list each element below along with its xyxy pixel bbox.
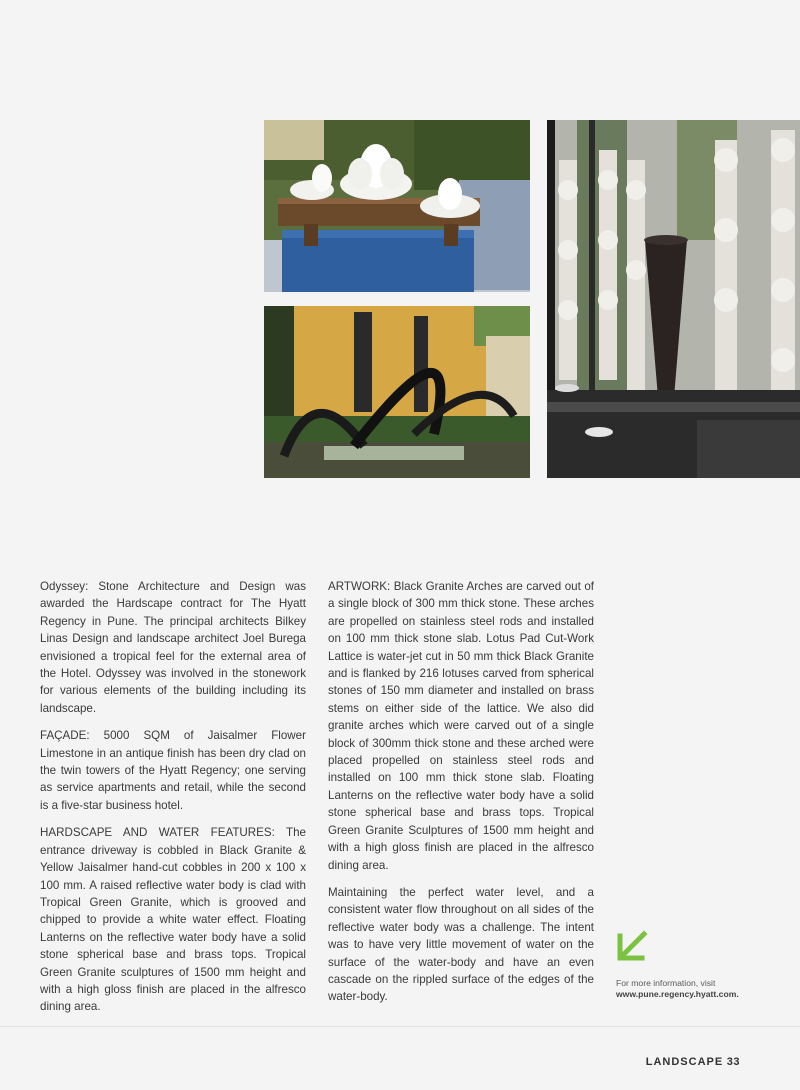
article-paragraph: ARTWORK: Black Granite Arches are carved out of a single block of 300 mm thick stone. These arches are propelled on stainless steel rods and installed on 100 mm thick stone slab. Lotus Pad Cut-Work Lattice is water-jet cut in 50 mm thick Black Granite and is flanked by 216 lotuses carved from spherical stones of 150 mm diameter and installed on brass stems on either side of the lattice. We also did granite arches which were carved out of a single block of 300mm thick stone and these arched were placed propelled on stainless steel rods and installed on 100 mm thick stone slab. Floating Lanterns on the reflective water body have a solid stone spherical base and brass tops. Tropical Green Granite Sculptures of 1500 mm height and with a high gloss finish are placed in the alfresco dining area. bbox=[328, 580, 594, 872]
page-footer bbox=[646, 1056, 740, 1068]
lotus-lattice-photo bbox=[547, 120, 800, 478]
lotus-sculpture-photo bbox=[264, 120, 530, 292]
magazine-name: LANDSCAPE bbox=[645, 1056, 724, 1068]
granite-arches-photo bbox=[264, 306, 530, 478]
article-paragraph: HARDSCAPE AND WATER FEATURES: The entrance driveway is cobbled in Black Granite & Yellow Jaisalmer hand-cut cobbles in 200 x 100 x 100 mm. A raised reflective water body is clad with Tropical Green Granite, which is grooved and chipped to provide a white water effect. Floating Lanterns on the reflective water body have a solid stone spherical base and brass tops. Tropical Green Granite sculptures of 1500 mm height and with a high gloss finish are placed in the alfresco dining area. bbox=[40, 826, 306, 1014]
footer-divider bbox=[0, 1026, 800, 1027]
article-paragraph: FAÇADE: 5000 SQM of Jaisalmer Flower Limestone in an antique finish has been dry clad on the twin towers of the Hyatt Regency; one serving as service apartments and retail, while the second is a five-star business hotel. bbox=[40, 729, 306, 812]
more-info-label: For more information, visit bbox=[616, 978, 716, 988]
page-number: 33 bbox=[726, 1056, 740, 1068]
article-middle-column bbox=[328, 578, 594, 1016]
more-info-note bbox=[616, 978, 796, 1000]
article-paragraph: Odyssey: Stone Architecture and Design was awarded the Hardscape contract for The Hyatt Regency in Pune. The principal architects Bilkey Linas Design and landscape architect Joel Burega envisioned a tropical feel for the external area of the Hotel. Odyssey was involved in the stonework for various elements of the building including its landscape. bbox=[40, 580, 306, 715]
more-info-link[interactable]: www.pune.regency.hyatt.com. bbox=[616, 989, 739, 999]
article-left-column bbox=[40, 578, 306, 1026]
article-paragraph: Maintaining the perfect water level, and a consistent water flow throughout on all sides of the reflective water body was a challenge. The intent was to have very little movement of water on the surface of the water-body and have an even cascade on the rippled surface of the edges of the water-body. bbox=[328, 885, 594, 1004]
arrow-down-left-icon bbox=[616, 930, 648, 962]
